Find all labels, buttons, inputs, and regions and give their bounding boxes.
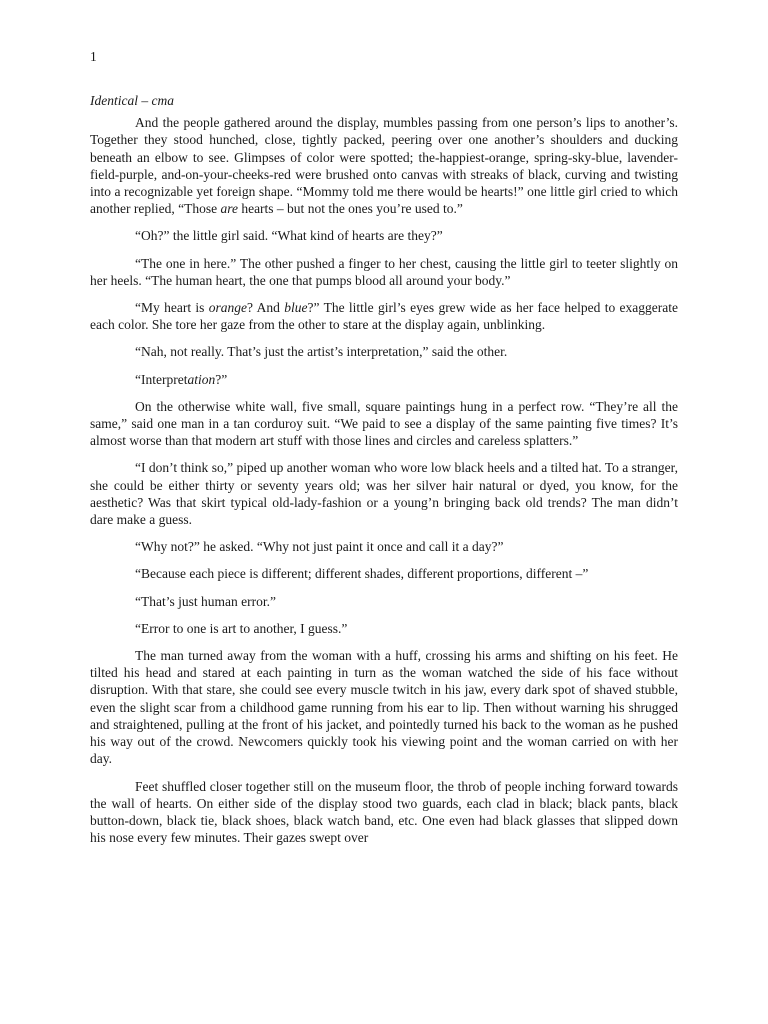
text-run: “Interpret: [135, 371, 188, 387]
italic-text: are: [220, 201, 238, 217]
text-run: “That’s just human error.”: [135, 593, 276, 609]
text-run: ?”: [215, 371, 228, 387]
paragraph-list: [90, 114, 678, 846]
paragraph: [90, 620, 678, 637]
paragraph: [90, 459, 678, 528]
italic-text: orange: [208, 300, 248, 316]
text-run: “Error to one is art to another, I guess.”: [135, 620, 348, 636]
paragraph: [90, 255, 678, 289]
text-run: “Oh?” the little girl said. “What kind of hearts are they?”: [135, 228, 443, 244]
text-run: “Nah, not really. That’s just the artist’s interpretation,” said the other.: [135, 344, 508, 360]
paragraph: [90, 647, 678, 767]
paragraph: [90, 227, 678, 244]
document-title: Identical – cma: [90, 93, 174, 108]
paragraph: [90, 398, 678, 450]
paragraph: [90, 114, 678, 217]
paragraph: [90, 538, 678, 555]
paragraph: [90, 593, 678, 610]
text-run: ? And: [247, 300, 285, 316]
text-run: “My heart is: [135, 300, 209, 316]
paragraph: [90, 371, 678, 388]
paragraph: [90, 343, 678, 360]
text-run: Feet shuffled closer together still on the museum floor, the throb of people inching forward towards the wall of hearts. On either side of the display stood two guards, each clad in black; black pants, black button-down, black tie, black shoes, black watch band, etc. One even had black glasses that slipped down his nose every few minutes. Their gazes swept over: [90, 778, 678, 846]
italic-text: ation: [187, 371, 216, 387]
text-run: And the people gathered around the display, mumbles passing from one person’s lips to another’s. Together they stood hunched, close, tightly packed, peering over one another’s shoulders and ducking beneath an elbow to see. Glimpses of color were spotted; the-happiest-orange, spring-sky-blue, lavender-field-purple, and-on-your-cheeks-red were brushed onto canvas with streaks of black, curving and twisting into a recognizable yet foreign shape. “Mommy told me there would be hearts!” one little girl cried to which another replied, “Those: [90, 115, 678, 217]
italic-text: blue: [284, 300, 308, 316]
text-run: hearts – but not the ones you’re used to.”: [237, 201, 463, 217]
page-number: 1: [90, 49, 97, 64]
paragraph: [90, 778, 678, 847]
text-run: On the otherwise white wall, five small, square paintings hung in a perfect row. “They’re all the same,” said one man in a tan corduroy suit. “We paid to see a display of the same painting five times? It’s almost worse than that modern art stuff with those lines and circles and careless splatters.”: [90, 398, 678, 449]
text-run: “The one in here.” The other pushed a finger to her chest, causing the little girl to teeter slightly on her heels. “The human heart, the one that pumps blood all around your body.”: [90, 255, 678, 288]
paragraph: [90, 565, 678, 582]
text-run: ?” The little girl’s eyes grew wide as her face helped to exaggerate each color. She tore her gaze from the other to stare at the display again, unblinking.: [90, 300, 679, 333]
paragraph: [90, 299, 678, 333]
text-run: The man turned away from the woman with a huff, crossing his arms and shifting on his feet. He tilted his head and stared at each painting in turn as the woman watched the side of his face without disruption. With that stare, she could see every muscle twitch in his jaw, every dark spot of shaved stubble, even the slight scar from a childhood game running from his ear to lip. Then without warning his shrugged and straightened, pulling at the front of his jacket, and pointedly turned his back to the woman as he pushed his way out of the crowd. Newcomers quickly took his viewing point and the woman carried on with her day.: [90, 648, 678, 767]
text-run: “Why not?” he asked. “Why not just paint it once and call it a day?”: [135, 539, 504, 555]
text-run: “I don’t think so,” piped up another woman who wore low black heels and a tilted hat. To a stranger, she could be either thirty or seventy years old; was her silver hair natural or dyed, you know, for the aesthetic? Was that skirt typical old-lady-fashion or a young’n bringing back old trends? The man didn’t dare make a guess.: [90, 460, 678, 528]
document-body: [90, 92, 678, 856]
text-run: “Because each piece is different; different shades, different proportions, different –”: [135, 566, 589, 582]
